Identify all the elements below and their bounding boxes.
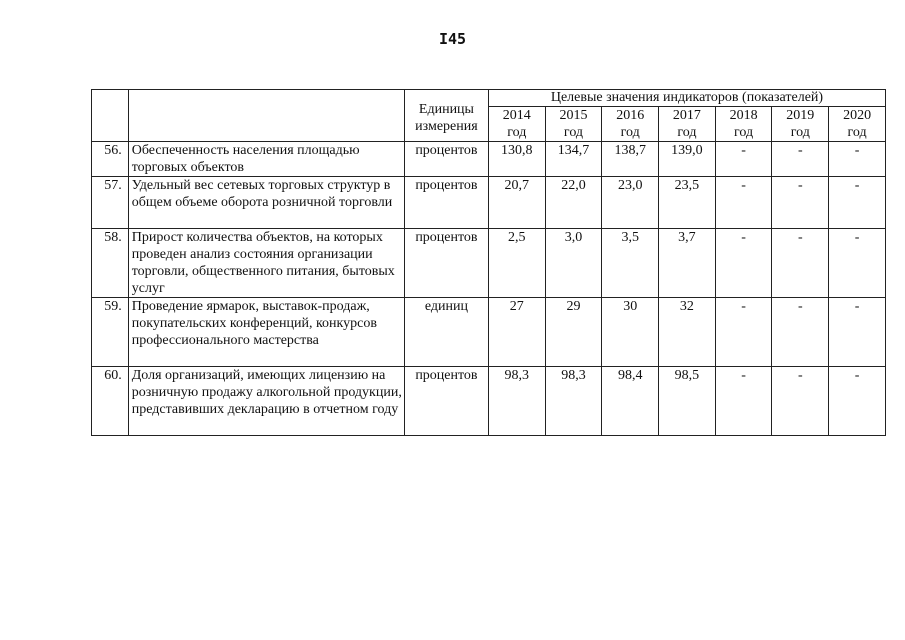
value-cell: - <box>772 177 829 229</box>
value-cell: - <box>829 229 886 298</box>
year-word: год <box>790 125 810 140</box>
value-cell: - <box>715 298 772 367</box>
header-year-cell <box>715 107 772 142</box>
header-year-cell <box>659 107 716 142</box>
value-cell: 22,0 <box>545 177 602 229</box>
year-word: год <box>847 125 867 140</box>
table-row <box>92 367 886 436</box>
page-number: I45 <box>438 30 467 48</box>
value-cell: - <box>772 367 829 436</box>
indicators-table <box>91 89 886 436</box>
row-number: 59. <box>92 298 129 367</box>
unit-cell: процентов <box>404 177 488 229</box>
value-cell: 29 <box>545 298 602 367</box>
unit-cell: процентов <box>404 142 488 177</box>
value-cell: - <box>715 367 772 436</box>
value-cell: 3,5 <box>602 229 659 298</box>
header-year-cell <box>772 107 829 142</box>
value-cell: 139,0 <box>659 142 716 177</box>
value-cell: 23,5 <box>659 177 716 229</box>
table-header-row <box>92 90 886 107</box>
unit-cell: процентов <box>404 229 488 298</box>
table-row <box>92 229 886 298</box>
header-units-cell: Единицы измерения <box>404 90 488 142</box>
indicator-name: Удельный вес сетевых торговых структур в общем объеме оборота розничной торговли <box>128 177 404 229</box>
year-label: 2015 <box>559 108 588 123</box>
indicator-name: Проведение ярмарок, выставок-продаж, покупательских конференций, конкурсов профессионального мастерства <box>128 298 404 367</box>
value-cell: 98,3 <box>545 367 602 436</box>
year-label: 2018 <box>729 108 758 123</box>
year-word: год <box>507 125 527 140</box>
value-cell: 130,8 <box>488 142 545 177</box>
year-word: год <box>734 125 754 140</box>
year-label: 2017 <box>672 108 701 123</box>
value-cell: 3,7 <box>659 229 716 298</box>
table-row <box>92 142 886 177</box>
value-cell: 27 <box>488 298 545 367</box>
value-cell: 138,7 <box>602 142 659 177</box>
header-year-cell <box>488 107 545 142</box>
indicator-name: Доля организаций, имеющих лицензию на розничную продажу алкогольной продукции, представивших декларацию в отчетном году <box>128 367 404 436</box>
indicator-name: Обеспеченность населения площадью торговых объектов <box>128 142 404 177</box>
header-year-cell <box>829 107 886 142</box>
value-cell: 98,4 <box>602 367 659 436</box>
value-cell: - <box>829 142 886 177</box>
table-row <box>92 177 886 229</box>
year-label: 2020 <box>843 108 872 123</box>
value-cell: - <box>829 367 886 436</box>
value-cell: - <box>772 298 829 367</box>
row-number: 56. <box>92 142 129 177</box>
header-year-cell <box>602 107 659 142</box>
value-cell: 20,7 <box>488 177 545 229</box>
value-cell: 23,0 <box>602 177 659 229</box>
year-label: 2019 <box>786 108 815 123</box>
table-row <box>92 298 886 367</box>
year-label: 2016 <box>616 108 645 123</box>
unit-cell: процентов <box>404 367 488 436</box>
indicator-name: Прирост количества объектов, на которых проведен анализ состояния организации торговли, общественного питания, бытовых услуг <box>128 229 404 298</box>
row-number: 57. <box>92 177 129 229</box>
year-label: 2014 <box>502 108 531 123</box>
year-word: год <box>563 125 584 140</box>
header-target-values-cell: Целевые значения индикаторов (показателей) <box>488 90 885 107</box>
value-cell: 98,3 <box>488 367 545 436</box>
row-number: 60. <box>92 367 129 436</box>
value-cell: - <box>772 229 829 298</box>
value-cell: - <box>715 229 772 298</box>
value-cell: 134,7 <box>545 142 602 177</box>
unit-cell: единиц <box>404 298 488 367</box>
value-cell: 30 <box>602 298 659 367</box>
header-name-cell <box>128 90 404 142</box>
header-year-cell <box>545 107 602 142</box>
value-cell: 3,0 <box>545 229 602 298</box>
value-cell: - <box>772 142 829 177</box>
value-cell: 2,5 <box>488 229 545 298</box>
value-cell: - <box>715 142 772 177</box>
row-number: 58. <box>92 229 129 298</box>
value-cell: - <box>715 177 772 229</box>
value-cell: - <box>829 298 886 367</box>
value-cell: 32 <box>659 298 716 367</box>
year-word: год <box>677 125 697 140</box>
value-cell: 98,5 <box>659 367 716 436</box>
year-word: год <box>620 125 640 140</box>
header-number-cell <box>92 90 129 142</box>
value-cell: - <box>829 177 886 229</box>
